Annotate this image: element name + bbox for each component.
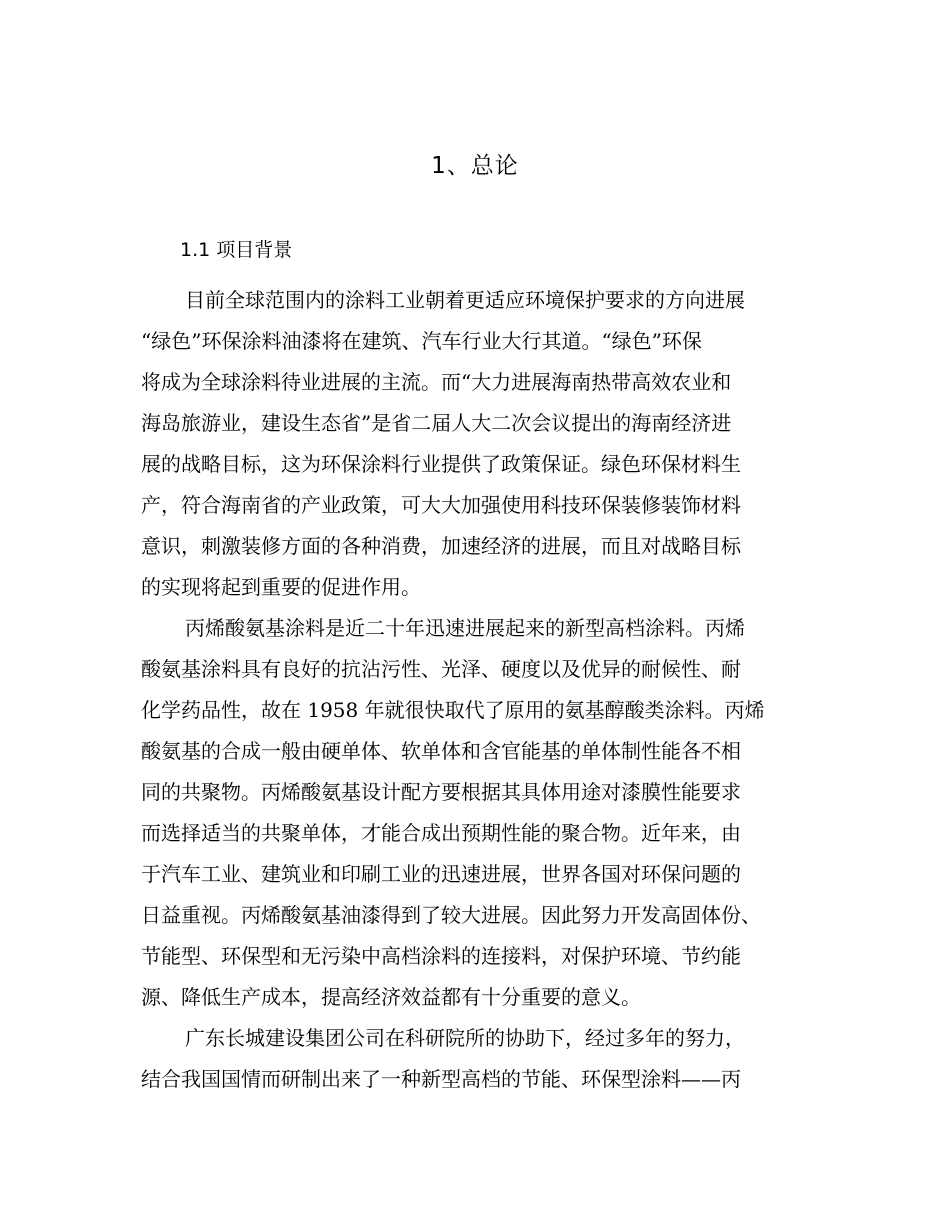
text-line: 于汽车工业、建筑业和印刷工业的迅速进展，世界各国对环保问题的	[141, 862, 741, 886]
paragraph-1	[141, 280, 816, 608]
text-line: 同的共聚物。丙烯酸氨基设计配方要根据其具体用途对漆膜性能要求	[141, 780, 741, 804]
body-text	[141, 280, 816, 1100]
text-line: 目前全球范围内的涂料工业朝着更适应环境保护要求的方向进展	[185, 288, 745, 312]
text-line: 产，符合海南省的产业政策，可大大加强使用科技环保装修装饰材料	[141, 493, 741, 517]
text-line: 结合我国国情而研制出来了一种新型高档的节能、环保型涂料——丙	[141, 1067, 741, 1091]
text-line: 源、降低生产成本，提高经济效益都有十分重要的意义。	[141, 985, 641, 1009]
text-line: 海岛旅游业，建设生态省”是省二届人大二次会议提出的海南经济进	[141, 411, 732, 435]
text-line: 酸氨基涂料具有良好的抗沾污性、光泽、硬度以及优异的耐候性、耐	[141, 657, 741, 681]
text-line: 展的战略目标，这为环保涂料行业提供了政策保证。绿色环保材料生	[141, 452, 741, 476]
section-heading: 1.1 项目背景	[180, 239, 293, 261]
text-line: 日益重视。丙烯酸氨基油漆得到了较大进展。因此努力开发高固体份、	[141, 903, 761, 927]
text-line: 意识，刺激装修方面的各种消费，加速经济的进展，而且对战略目标	[141, 534, 741, 558]
paragraph-3	[141, 1018, 816, 1100]
text-line: 酸氨基的合成一般由硬单体、软单体和含官能基的单体制性能各不相	[141, 739, 741, 763]
text-line: 而选择适当的共聚单体，才能合成出预期性能的聚合物。近年来，由	[141, 821, 741, 845]
text-line: 广东长城建设集团公司在科研院所的协助下，经过多年的努力，	[185, 1026, 745, 1050]
chapter-title: 1、总论	[431, 153, 519, 179]
paragraph-2	[141, 608, 816, 1018]
text-line: 的实现将起到重要的促进作用。	[141, 575, 421, 599]
text-line: 将成为全球涂料待业进展的主流。而“大力进展海南热带高效农业和	[141, 370, 732, 394]
text-line: 化学药品性，故在 1958 年就很快取代了原用的氨基醇酸类涂料。丙烯	[141, 698, 765, 722]
text-line: 节能型、环保型和无污染中高档涂料的连接料，对保护环境、节约能	[141, 944, 741, 968]
text-line: 丙烯酸氨基涂料是近二十年迅速进展起来的新型高档涂料。丙烯	[185, 616, 745, 640]
text-line: “绿色”环保涂料油漆将在建筑、汽车行业大行其道。“绿色”环保	[141, 329, 702, 353]
